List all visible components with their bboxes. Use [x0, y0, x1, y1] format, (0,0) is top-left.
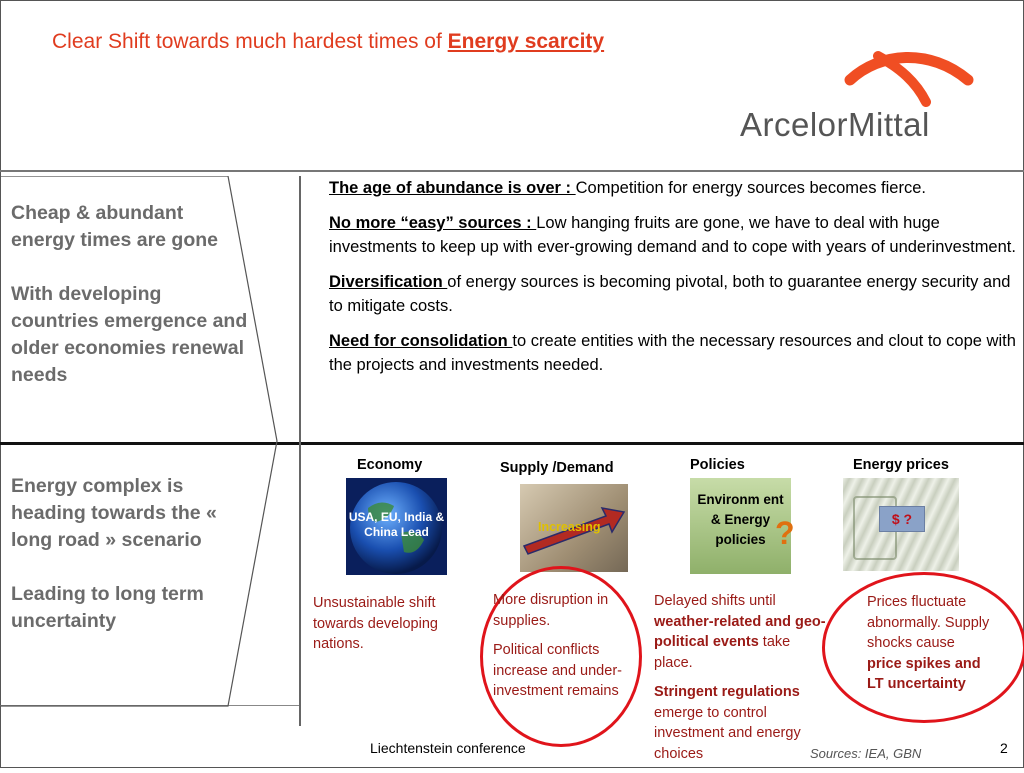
supply-text: More disruption in supplies. Political conflicts increase and under-investment remains [493, 592, 622, 699]
title-emphasis: Energy scarcity [447, 30, 605, 53]
left-lower-line-1: Energy complex is heading towards the « long road » scenario [11, 475, 217, 551]
supply-image-caption: Increasing [538, 520, 601, 534]
left-upper-line-2: With developing countries emergence and older economies renewal needs [11, 283, 248, 386]
prices-text: Prices fluctuate abnormally. Supply shocks cause price spikes and LT uncertainty [867, 594, 990, 692]
logo-text: ArcelorMittal [740, 106, 930, 143]
economy-globe-image [346, 478, 447, 575]
slide-title: Clear Shift towards much hardest times of Energy scarcity [52, 30, 605, 53]
left-upper-line-1: Cheap & abundant energy times are gone [11, 202, 218, 251]
supply-demand-image [520, 484, 628, 572]
header-energy-prices: Energy prices [853, 457, 949, 473]
left-lower-line-2: Leading to long term uncertainty [11, 583, 204, 632]
policies-text: Delayed shifts until weather-related and geo-political events take place. Stringent regulations emerge to control investment and energy choices [654, 593, 826, 762]
bullet-abundance: The age of abundance is over : Competition for energy sources becomes fierce. [329, 179, 926, 197]
prices-image-caption: $ ? [879, 506, 925, 532]
question-mark: ? [775, 515, 795, 551]
economy-image-caption: USA, EU, India & China Lead [348, 510, 445, 539]
bullet-easy-sources: No more “easy” sources : Low hanging fruits are gone, we have to deal with huge investments to keep up with ever-growing demand and to cope with years of underinvestment. [329, 214, 1016, 256]
bullet-diversification: Diversification of energy sources is becoming pivotal, both to guarantee energy security and to mitigate costs. [329, 273, 1011, 315]
divider-top [0, 170, 1024, 172]
page-number: 2 [1000, 740, 1008, 756]
left-panel-upper [11, 200, 251, 416]
policies-image-caption: Environm ent & Energy policies [697, 492, 784, 547]
header-policies: Policies [690, 457, 745, 473]
energy-prices-image [843, 478, 959, 571]
header-economy: Economy [357, 457, 423, 473]
logo-swoosh-icon [740, 42, 980, 112]
economy-text: Unsustainable shift towards developing nations. [313, 595, 438, 652]
bullet-list [329, 176, 1019, 388]
footer-conference: Liechtenstein conference [370, 740, 526, 756]
bullet-consolidation: Need for consolidation to create entities with the necessary resources and clout to cope with the projects and investments needed. [329, 332, 1016, 374]
footer-sources: Sources: IEA, GBN [810, 746, 922, 761]
left-panel-lower [11, 473, 241, 662]
arcelormittal-logo [740, 42, 980, 152]
header-supply-demand: Supply /Demand [500, 460, 614, 476]
